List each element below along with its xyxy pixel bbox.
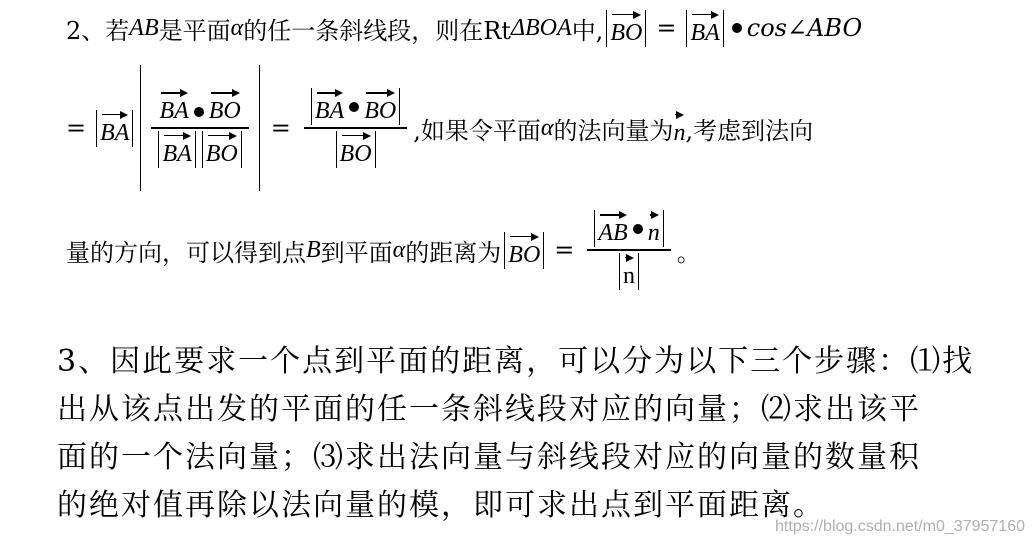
vector-bo: BO xyxy=(206,131,238,168)
abs-dot-product xyxy=(594,210,663,247)
dot-product-icon xyxy=(194,107,204,117)
text: 的任一条斜线段，则在Rt xyxy=(243,16,511,45)
cos-term: cos∠ABO xyxy=(746,14,863,42)
abs-fraction xyxy=(140,65,259,191)
text: 到平面 xyxy=(320,238,393,267)
abs-dot-product xyxy=(311,88,400,125)
fraction-distance xyxy=(587,210,670,289)
formula-line-2 xyxy=(66,58,813,198)
period: 。 xyxy=(676,238,701,267)
abs-ba xyxy=(96,110,133,147)
equals-sign: = xyxy=(656,14,677,42)
triangle-boa: ΔBOA xyxy=(510,14,572,41)
var-ab: AB xyxy=(129,14,159,41)
formula-line-3 xyxy=(66,196,701,304)
vector-bo: BO xyxy=(209,88,241,125)
vector-ab: AB xyxy=(598,210,627,247)
text: 2、若 xyxy=(66,16,130,45)
vector-n: n xyxy=(623,253,635,290)
fraction-cos xyxy=(151,88,248,167)
abs-bo xyxy=(504,232,544,269)
dot-product-icon xyxy=(633,224,643,234)
vector-ba: BA xyxy=(159,88,188,125)
text: 中, xyxy=(571,16,604,45)
fraction-result xyxy=(304,88,407,167)
text: ,如果令平面 xyxy=(413,116,541,145)
fraction-numerator xyxy=(155,88,244,127)
vector-n: n xyxy=(673,110,685,147)
equals-sign: = xyxy=(554,236,575,264)
vector-n: n xyxy=(648,210,660,247)
vector-ba: BA xyxy=(162,131,191,168)
text: 的法向量为 xyxy=(553,116,674,145)
vector-ba: BA xyxy=(315,88,344,125)
vector-ba: BA xyxy=(690,10,719,47)
abs-bo xyxy=(336,131,376,168)
point-b: B xyxy=(306,236,321,263)
paragraph-line: 3、因此要求一个点到平面的距离，可以分为以下三个步骤：⑴找 xyxy=(57,344,975,379)
paragraph-line: 的绝对值再除以法向量的模，即可求出点到平面距离。 xyxy=(57,488,825,523)
abs-n xyxy=(619,253,639,290)
paragraph-line: 面的一个法向量；⑶求出法向量与斜线段对应的向量的数量积 xyxy=(57,440,921,475)
watermark: https://blog.csdn.net/m0_37957160 xyxy=(775,518,1025,535)
text: 的距离为 xyxy=(405,238,502,267)
abs-bo xyxy=(606,10,646,47)
dot-product-icon xyxy=(349,102,359,112)
vector-ba: BA xyxy=(100,110,129,147)
equals-sign: = xyxy=(66,114,87,142)
text: ,考虑到法向 xyxy=(685,116,814,145)
fraction-denominator xyxy=(151,129,248,168)
equals-sign: = xyxy=(270,114,291,142)
dot-product-icon xyxy=(732,23,742,33)
vector-bo: BO xyxy=(364,88,396,125)
text: 量的方向，可以得到点 xyxy=(66,238,306,267)
formula-line-1 xyxy=(66,8,862,48)
vector-bo: BO xyxy=(508,232,540,269)
vector-bo: BO xyxy=(340,131,372,168)
paragraph-line: 出从该点出发的平面的任一条斜线段对应的向量；⑵求出该平 xyxy=(57,392,921,427)
alpha-symbol: α xyxy=(230,14,244,41)
abs-ba xyxy=(158,131,195,168)
fraction-numerator xyxy=(587,210,670,249)
alpha-symbol: α xyxy=(392,236,406,263)
alpha-symbol: α xyxy=(540,114,554,141)
abs-ba xyxy=(686,10,723,47)
fraction-numerator xyxy=(304,88,407,127)
abs-bo xyxy=(202,131,242,168)
text: 是平面 xyxy=(158,16,231,45)
fraction-denominator xyxy=(612,251,646,290)
fraction-denominator xyxy=(329,129,383,168)
vector-bo: BO xyxy=(610,10,642,47)
